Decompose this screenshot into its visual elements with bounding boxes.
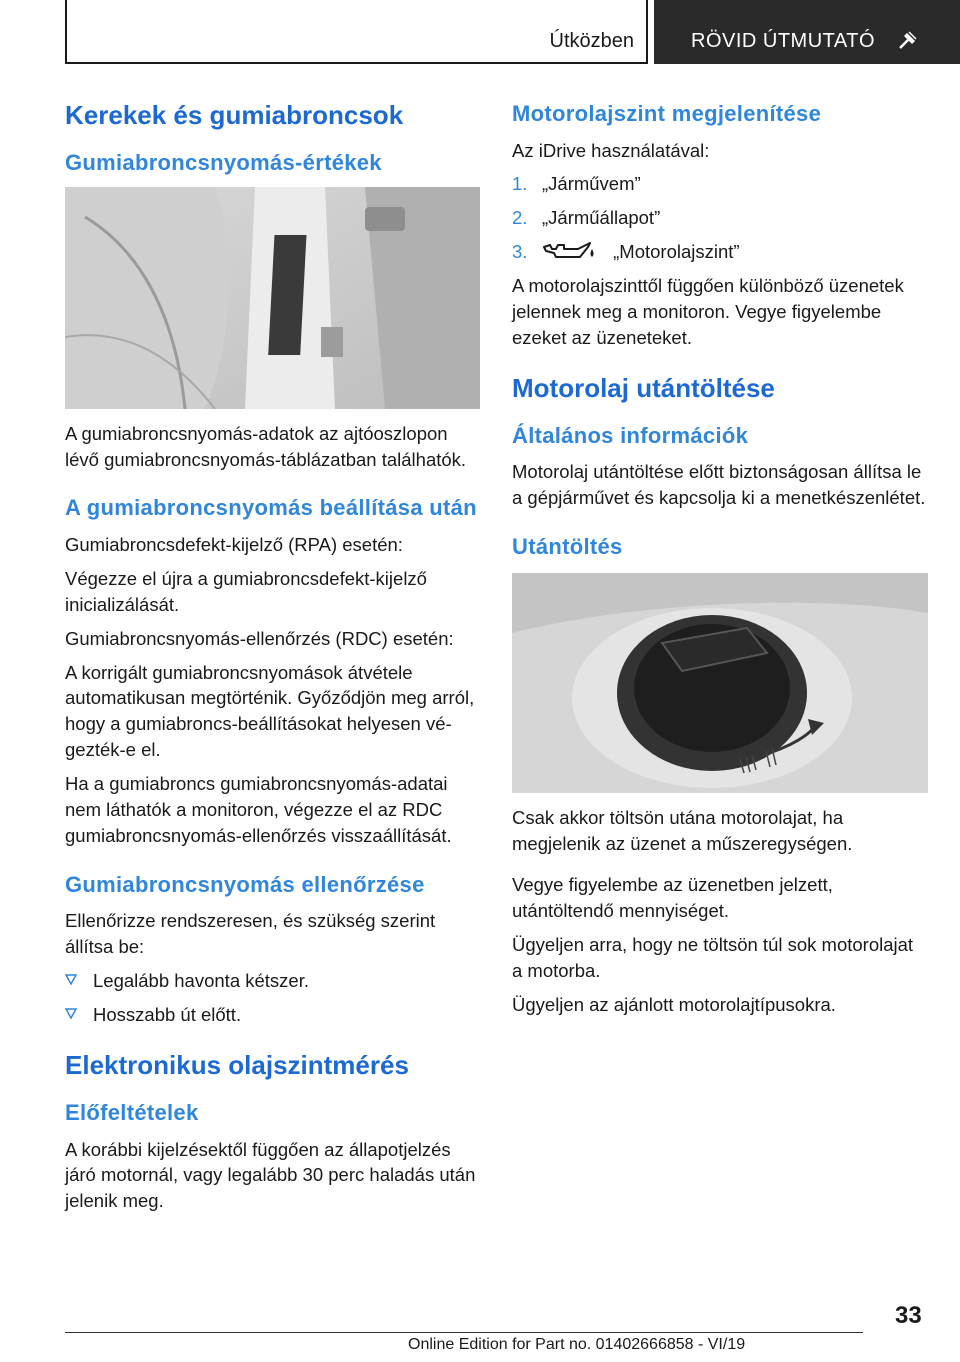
- list-item: 3. „Motorolajszint”: [512, 241, 740, 263]
- list-item: 1. „Járművem”: [512, 173, 641, 195]
- paragraph-messages: A motorolajszinttől függően különböző üzenetek jelennek meg a monitoron. Vegye figyelembe ezeket az üzeneteket.: [512, 275, 904, 348]
- triangle-bullet-icon: [65, 974, 77, 986]
- paragraph-oil-types: Ügyeljen az ajánlott motorolajtípusokra.: [512, 994, 836, 1016]
- heading-general-info: Általános információk: [512, 422, 749, 448]
- footer-divider: [65, 1332, 863, 1333]
- page-number: 33: [895, 1302, 922, 1329]
- paragraph-check: Ellenőrizze rendszeresen, és szükség szerint állítsa be:: [65, 910, 436, 958]
- paragraph-idrive: Az iDrive használatával:: [512, 139, 710, 161]
- triangle-bullet-icon: [65, 1008, 77, 1020]
- oil-cap-photo: [512, 573, 928, 793]
- heading-refilling: Utántöltés: [512, 534, 623, 560]
- paragraph-rdc: Gumiabroncsnyomás-ellenőrzés (RDC) esetén:: [65, 627, 454, 649]
- paragraph-not-too-much: Ügyeljen arra, hogy ne töltsön túl sok motorolajat a motorba.: [512, 934, 914, 982]
- header-section-tab: [65, 0, 648, 64]
- heading-prerequisites: Előfeltételek: [65, 1100, 199, 1126]
- paragraph-general: Motorolaj utántöltése előtt biztonságosan állítsa le a gépjárművet és kapcsolja ki a menetkészenlétet.: [512, 461, 926, 509]
- list-item: 2. „Járműállapot”: [512, 207, 661, 229]
- chapter-title: RÖVID ÚTMUTATÓ: [691, 30, 876, 52]
- header-chapter-tab: [654, 0, 960, 64]
- paragraph-only-when: Csak akkor töltsön utána motorolajat, ha megjelenik az üzenet a műszeregységen.: [512, 806, 853, 854]
- list-item: Legalább havonta kétszer.: [65, 968, 480, 994]
- door-pillar-photo: [65, 187, 480, 409]
- heading-tire-pressure-values: Gumiabroncsnyomás-értékek: [65, 150, 382, 176]
- check-bullet-list: [65, 968, 480, 1028]
- paragraph-rdc-action: A korrigált gumiabroncsnyomások átvétele automatikusan megtörténik. Győződjön meg arról, hogy a gumiabroncs-beállításokat helyesen végezték-e el.: [65, 661, 475, 761]
- idrive-steps: [512, 171, 928, 265]
- paragraph-rdc-reset: Ha a gumiabroncs gumiabroncsnyomás-adatai nem láthatók a monitoron, végezze el az RDC gumiabroncsnyomás-ellenőrzés visszaállítását.: [65, 773, 452, 846]
- heading-oil-level-display: Motorolajszint megjelenítése: [512, 101, 822, 126]
- heading-after-adjustment: A gumiabroncsnyomás beállítása után: [65, 495, 477, 521]
- oil-can-icon: [542, 241, 596, 261]
- footer-edition: Online Edition for Part no. 01402666858 - VI/19: [408, 1336, 746, 1353]
- heading-electronic-oil: Elektronikus olajszintmérés: [65, 1049, 409, 1080]
- left-column: [65, 100, 480, 1222]
- paragraph-prerequisites: A korábbi kijelzésektől függően az állapotjelzés járó motornál, vagy legalább 30 perc haladás után jelenik meg.: [65, 1138, 476, 1212]
- quick-reference-icon: [896, 28, 920, 52]
- paragraph-tire-values: A gumiabroncsnyomás-adatok az ajtóoszlopon lévő gumiabroncsnyomás-táblázatban találhatók.: [65, 422, 467, 470]
- paragraph-rpa-action: Végezze el újra a gumiabroncsdefekt-kijelző inicializálását.: [65, 567, 427, 615]
- heading-wheels-tires: Kerekek és gumiabroncsok: [65, 100, 404, 130]
- section-title: Útközben: [549, 30, 634, 52]
- list-item: Hosszabb út előtt.: [65, 1002, 480, 1028]
- heading-check-pressure: Gumiabroncsnyomás ellenőrzése: [65, 871, 425, 897]
- right-column: [512, 100, 928, 1026]
- paragraph-rpa: Gumiabroncsdefekt-kijelző (RPA) esetén:: [65, 533, 403, 555]
- paragraph-quantity: Vegye figyelembe az üzenetben jelzett, utántöltendő mennyiséget.: [512, 874, 833, 922]
- heading-oil-refill: Motorolaj utántöltése: [512, 372, 775, 403]
